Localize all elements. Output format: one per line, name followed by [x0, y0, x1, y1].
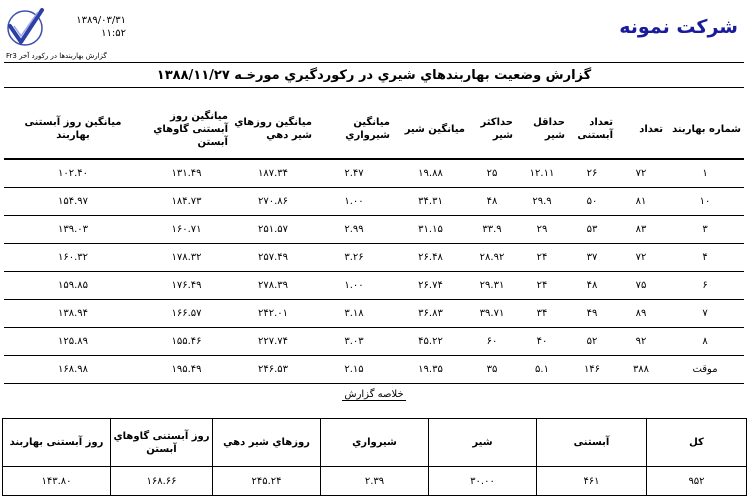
column-header: حداقل شير	[516, 100, 568, 159]
table-cell: ۱۹۵.۴۹	[142, 356, 231, 384]
summary-header-row	[3, 419, 747, 467]
pen-status-table	[4, 100, 744, 384]
table-cell: ۲۵	[468, 159, 516, 188]
table-cell: ۸۳	[616, 216, 666, 244]
table-cell: ۱۷۶.۴۹	[142, 272, 231, 300]
table-cell: ۱۶۶.۵۷	[142, 300, 231, 328]
table-cell: ۲۴۲.۰۱	[231, 300, 315, 328]
table-cell: ۱۸۴.۷۳	[142, 188, 231, 216]
table-cell: ۸	[666, 328, 744, 356]
table-cell: ۲۹	[516, 216, 568, 244]
table-cell: ۱.۰۰	[315, 188, 393, 216]
summary-value: ۳۰.۰۰	[429, 467, 537, 496]
table-cell: ۳۶.۸۳	[393, 300, 468, 328]
report-date: ۱۳۸۹/۰۳/۳۱	[76, 15, 126, 26]
table-cell: ۴۹	[568, 300, 616, 328]
report-title: گزارش وضعیت بهاربندهاي شيري در رکوردگيري مورخـه ۱۳۸۸/۱۱/۲۷	[156, 68, 592, 83]
table-cell: ۱۵۴.۹۷	[4, 188, 142, 216]
table-cell: ۲۷۰.۸۶	[231, 188, 315, 216]
summary-column-header: شيرواري	[321, 419, 429, 467]
table-cell: ۲۴	[516, 272, 568, 300]
table-cell: ۲۷۸.۳۹	[231, 272, 315, 300]
table-cell: موقت	[666, 356, 744, 384]
table-cell: ۱۴۶	[568, 356, 616, 384]
table-cell: ۳.۲۶	[315, 244, 393, 272]
table-cell: ۱۲۵.۸۹	[4, 328, 142, 356]
column-header: شماره بهاربند	[666, 100, 744, 159]
table-cell: ۲۹.۳۱	[468, 272, 516, 300]
summary-value: ۲۴۵.۲۴	[213, 467, 321, 496]
table-cell: ۳۷	[568, 244, 616, 272]
table-cell: ۴۸	[568, 272, 616, 300]
table-cell: ۱۹.۳۵	[393, 356, 468, 384]
table-row	[4, 272, 744, 300]
table-cell: ۵۳	[568, 216, 616, 244]
column-header: حداکثر شير	[468, 100, 516, 159]
table-cell: ۱۳۱.۴۹	[142, 159, 231, 188]
column-header: تعداد آبستنی	[568, 100, 616, 159]
table-cell: ۱۳۹.۰۳	[4, 216, 142, 244]
table-cell: ۶	[666, 272, 744, 300]
table-cell: ۳۴	[516, 300, 568, 328]
table-cell: ۵۲	[568, 328, 616, 356]
report-subtitle: گزارش بهاربندها در رکورد آخر Fr3	[6, 52, 107, 60]
table-cell: ۳۹.۷۱	[468, 300, 516, 328]
table-cell: ۱۲.۱۱	[516, 159, 568, 188]
table-cell: ۱۵۵.۴۶	[142, 328, 231, 356]
table-cell: ۳	[666, 216, 744, 244]
company-name: شرکت نمونه	[619, 16, 738, 38]
table-header-row	[4, 100, 744, 159]
table-cell: ۱.۰۰	[315, 272, 393, 300]
table-row	[4, 328, 744, 356]
table-cell: ۱۶۰.۷۱	[142, 216, 231, 244]
report-time: ۱۱:۵۲	[101, 28, 126, 39]
table-cell: ۸۹	[616, 300, 666, 328]
table-cell: ۲۴۶.۵۳	[231, 356, 315, 384]
summary-label-text: خلاصه گزارش	[344, 389, 404, 400]
table-row	[4, 244, 744, 272]
table-cell: ۱۸۷.۳۴	[231, 159, 315, 188]
table-cell: ۴۰	[516, 328, 568, 356]
table-cell: ۴۸	[468, 188, 516, 216]
column-header: ميانگين شير	[393, 100, 468, 159]
table-cell: ۲۵۱.۵۷	[231, 216, 315, 244]
summary-column-header: روزهاي شير دهي	[213, 419, 321, 467]
table-cell: ۲۵۷.۴۹	[231, 244, 315, 272]
title-divider	[4, 87, 744, 88]
table-cell: ۷۵	[616, 272, 666, 300]
table-cell: ۲۸.۹۲	[468, 244, 516, 272]
summary-value: ۲.۳۹	[321, 467, 429, 496]
report-header	[0, 0, 748, 62]
summary-column-header: روز آبستنی گاوهاي آبستن	[111, 419, 213, 467]
table-cell: ۱۰	[666, 188, 744, 216]
table-cell: ۷	[666, 300, 744, 328]
summary-column-header: آبستنی	[537, 419, 647, 467]
summary-column-header: کل	[647, 419, 747, 467]
table-cell: ۱	[666, 159, 744, 188]
table-cell: ۱۵۹.۸۵	[4, 272, 142, 300]
table-cell: ۲.۹۹	[315, 216, 393, 244]
table-cell: ۲۴	[516, 244, 568, 272]
table-cell: ۲.۱۵	[315, 356, 393, 384]
table-cell: ۳۱.۱۵	[393, 216, 468, 244]
table-cell: ۴	[666, 244, 744, 272]
checkmark-logo-icon	[4, 6, 46, 48]
column-header: ميانگين روزهاي شير دهي	[231, 100, 315, 159]
summary-value: ۱۴۳.۸۰	[3, 467, 111, 496]
column-header: ميانگين شيرواري	[315, 100, 393, 159]
table-row	[4, 300, 744, 328]
table-cell: ۵۰	[568, 188, 616, 216]
table-cell: ۳.۰۳	[315, 328, 393, 356]
table-cell: ۳۴.۳۱	[393, 188, 468, 216]
column-header: ميانگين روز آبستنی بهاربند	[4, 100, 142, 159]
table-cell: ۴۵.۲۲	[393, 328, 468, 356]
table-cell: ۹۲	[616, 328, 666, 356]
table-cell: ۱۷۸.۳۲	[142, 244, 231, 272]
table-cell: ۱۳۸.۹۴	[4, 300, 142, 328]
summary-value: ۱۶۸.۶۶	[111, 467, 213, 496]
summary-column-header: روز آبستنی بهاربند	[3, 419, 111, 467]
table-cell: ۲.۴۷	[315, 159, 393, 188]
table-row	[4, 188, 744, 216]
table-row	[4, 216, 744, 244]
table-cell: ۳.۱۸	[315, 300, 393, 328]
summary-value: ۴۶۱	[537, 467, 647, 496]
table-cell: ۷۲	[616, 244, 666, 272]
summary-column-header: شير	[429, 419, 537, 467]
table-row	[4, 159, 744, 188]
table-cell: ۵.۱	[516, 356, 568, 384]
table-cell: ۱۶۸.۹۸	[4, 356, 142, 384]
table-cell: ۲۶.۷۴	[393, 272, 468, 300]
report-datetime	[66, 14, 126, 40]
column-header: ميانگين روز آبستنی گاوهاي آبستن	[142, 100, 231, 159]
header-divider	[4, 62, 744, 63]
table-cell: ۲۲۷.۷۴	[231, 328, 315, 356]
table-row	[4, 356, 744, 384]
table-cell: ۱۰۲.۴۰	[4, 159, 142, 188]
summary-values-row	[3, 467, 747, 496]
table-cell: ۷۲	[616, 159, 666, 188]
table-cell: ۸۱	[616, 188, 666, 216]
column-header: تعداد	[616, 100, 666, 159]
table-cell: ۳۳.۹	[468, 216, 516, 244]
table-cell: ۳۵	[468, 356, 516, 384]
table-cell: ۱۹.۸۸	[393, 159, 468, 188]
summary-label	[0, 389, 748, 400]
table-cell: ۲۶	[568, 159, 616, 188]
summary-table	[2, 418, 747, 496]
table-cell: ۲۹.۹	[516, 188, 568, 216]
table-cell: ۳۸۸	[616, 356, 666, 384]
table-cell: ۲۶.۴۸	[393, 244, 468, 272]
summary-value: ۹۵۲	[647, 467, 747, 496]
table-cell: ۶۰	[468, 328, 516, 356]
table-cell: ۱۶۰.۳۲	[4, 244, 142, 272]
